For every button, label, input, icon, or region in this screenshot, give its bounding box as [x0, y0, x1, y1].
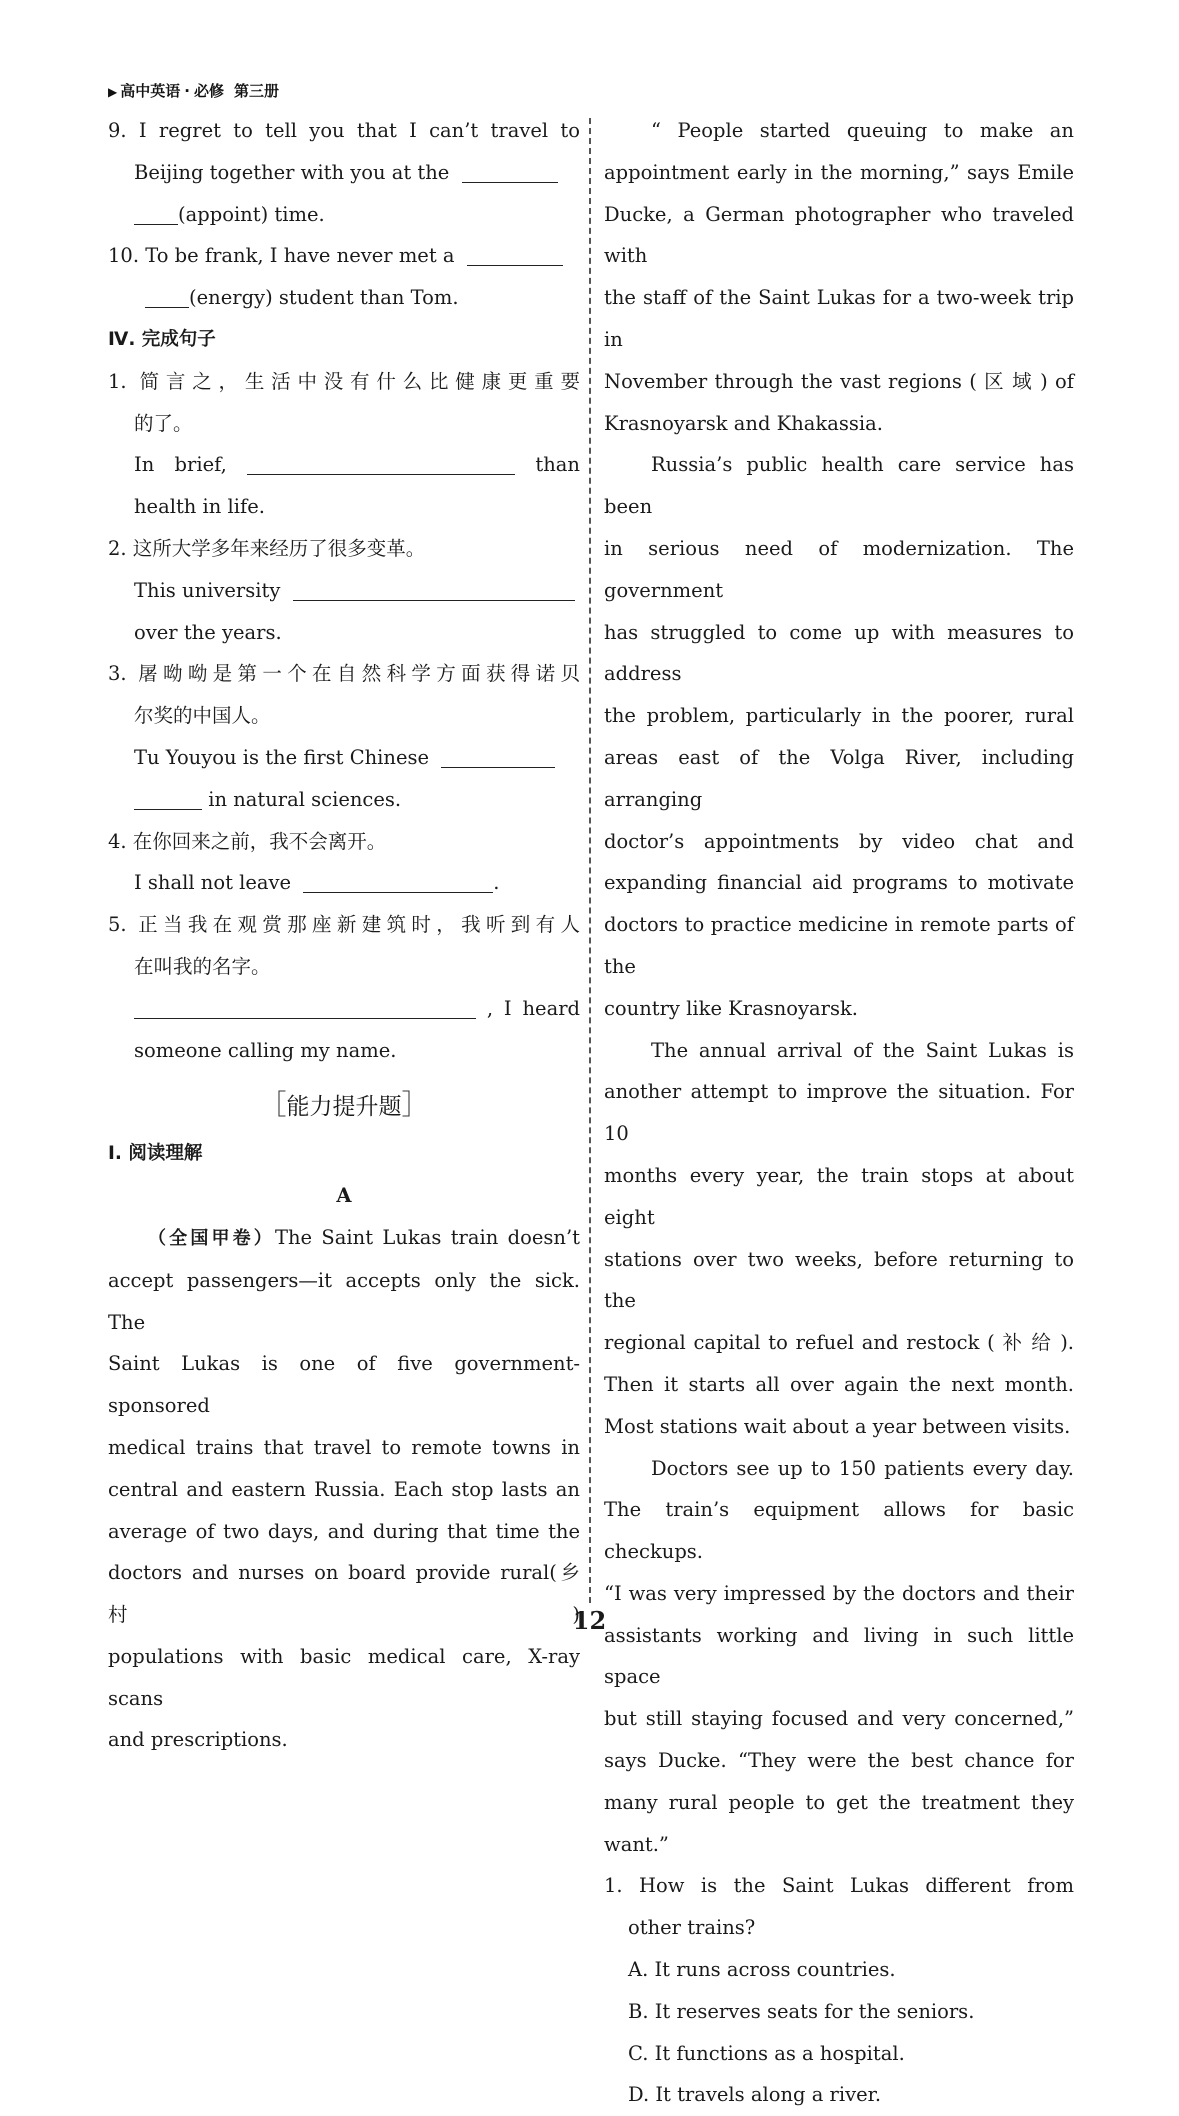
chinese-sentence: 5. 正当我在观赏那座新建筑时，我听到有人	[108, 913, 580, 937]
frame-text: in natural sciences.	[208, 787, 402, 811]
passage-line: regional capital to refuel and restock ( 补 给 ).	[604, 1331, 1074, 1355]
english-frame: health in life.	[134, 495, 265, 519]
running-header	[108, 80, 279, 101]
passage-line: Krasnoyarsk and Khakassia.	[604, 411, 883, 435]
option-b[interactable]: B. It reserves seats for the seniors.	[628, 1999, 975, 2023]
english-frame	[108, 444, 580, 486]
passage-line: average of two days, and during that time the	[108, 1519, 580, 1543]
passage-line: accept passengers—it accepts only the sick. The	[108, 1268, 580, 1334]
passage-paragraph-5	[604, 1448, 1074, 1866]
english-frame: over the years.	[134, 620, 282, 644]
bracket-left: ［	[258, 1088, 287, 1122]
ability-heading	[108, 1071, 580, 1133]
passage-line: and prescriptions.	[108, 1728, 288, 1752]
page-number: 12	[572, 1606, 607, 1635]
translate-item-1	[108, 361, 580, 528]
passage-line: the staff of the Saint Lukas for a two-week trip in	[604, 286, 1074, 351]
passage-text: The Saint Lukas train doesn’t	[274, 1225, 580, 1249]
passage-line: months every year, the train stops at about eight	[604, 1163, 1074, 1229]
english-frame: someone calling my name.	[134, 1038, 397, 1062]
reading-section-title: Ⅰ. 阅读理解	[108, 1143, 203, 1165]
header-dot: ·	[184, 82, 190, 100]
english-frame	[108, 862, 580, 904]
frame-text: This university	[134, 578, 281, 602]
item-text: 10. To be frank, I have never met a	[108, 244, 455, 268]
right-column	[604, 110, 1074, 2116]
passage-label: A	[336, 1184, 352, 1208]
chinese-sentence: 1. 简言之，生活中没有什么比健康更重要	[108, 369, 580, 393]
option-c[interactable]: C. It functions as a hospital.	[628, 2041, 905, 2065]
passage-line: country like Krasnoyarsk.	[604, 996, 858, 1020]
passage-line: The train’s equipment allows for basic checkups.	[604, 1498, 1074, 1564]
passage-paragraph-4	[604, 1030, 1074, 1448]
chinese-sentence: 尔奖的中国人。	[134, 704, 271, 728]
chinese-sentence: 2. 这所大学多年来经历了很多变革。	[108, 536, 426, 560]
passage-line: assistants working and living in such little space	[604, 1623, 1074, 1689]
chinese-sentence: 3. 屠呦呦是第一个在自然科学方面获得诺贝	[108, 662, 580, 686]
item-line: 9. I regret to tell you that I can’t travel to	[108, 119, 580, 142]
translate-item-5	[108, 904, 580, 1071]
passage-line: Then it starts all over again the next month.	[604, 1372, 1074, 1396]
frame-text: than	[535, 453, 580, 477]
frame-text: Tu Youyou is the first Chinese	[134, 745, 430, 769]
passage-line: Most stations wait about a year between visits.	[604, 1414, 1071, 1438]
passage-line: expanding financial aid programs to motivate	[604, 871, 1074, 895]
answer-blank[interactable]	[247, 446, 515, 475]
answer-blank[interactable]	[303, 864, 493, 893]
translate-item-4	[108, 821, 580, 905]
frame-text: , I heard	[486, 996, 580, 1020]
chinese-sentence: 在叫我的名字。	[134, 954, 271, 978]
passage-line: doctors and nurses on board provide rural(乡村)	[108, 1561, 580, 1627]
passage-line	[108, 1217, 580, 1260]
answer-blank[interactable]	[134, 781, 202, 810]
passage-line: in serious need of modernization. The government	[604, 536, 1074, 602]
fill-item-10	[108, 235, 580, 319]
column-divider	[589, 118, 591, 1603]
section-title: Ⅳ. 完成句子	[108, 328, 216, 350]
passage-line: but still staying focused and very concerned,”	[604, 1707, 1074, 1731]
item-text: (energy) student than Tom.	[189, 286, 459, 310]
answer-blank[interactable]	[134, 196, 178, 225]
passage-line: want.”	[604, 1832, 669, 1856]
passage-line: the problem, particularly in the poorer, rural	[604, 704, 1074, 728]
passage-line: has struggled to come up with measures to address	[604, 620, 1074, 686]
item-line	[108, 152, 580, 194]
passage-line: another attempt to improve the situation. For 10	[604, 1080, 1074, 1146]
passage-line: The annual arrival of the Saint Lukas is	[651, 1038, 1074, 1062]
answer-blank[interactable]	[467, 237, 563, 266]
passage-line: populations with basic medical care, X-ray scans	[108, 1644, 580, 1710]
passage-line: Doctors see up to 150 patients every day.	[651, 1456, 1074, 1480]
item-text: (appoint) time.	[178, 202, 325, 226]
passage-line: stations over two weeks, before returning to the	[604, 1247, 1074, 1313]
passage-line: “ People started queuing to make an	[651, 119, 1074, 142]
fill-item-9	[108, 110, 580, 235]
volume-name: 第三册	[233, 82, 279, 100]
answer-blank[interactable]	[145, 279, 189, 308]
answer-blank[interactable]	[134, 990, 476, 1019]
answer-blank[interactable]	[462, 154, 558, 183]
question-stem: 1. How is the Saint Lukas different from	[604, 1874, 1074, 1898]
passage-opening	[108, 1217, 580, 1761]
frame-text: .	[493, 871, 500, 895]
english-frame	[108, 570, 580, 612]
item-text: Beijing together with you at the	[134, 160, 450, 184]
passage-line: Russia’s public health care service has been	[604, 453, 1074, 519]
passage-line: November through the vast regions ( 区 域 ) of	[604, 369, 1074, 393]
item-line	[108, 194, 580, 236]
passage-line: Ducke, a German photographer who traveled with	[604, 202, 1074, 268]
option-d[interactable]: D. It travels along a river.	[628, 2083, 882, 2107]
passage-paragraph-3	[604, 444, 1074, 1029]
passage-line: Saint Lukas is one of five government-sponsored	[108, 1352, 580, 1418]
translate-item-3	[108, 653, 580, 820]
english-frame	[108, 988, 580, 1030]
passage-line: “I was very impressed by the doctors and their	[604, 1581, 1074, 1605]
passage-line: doctors to practice medicine in remote parts of the	[604, 913, 1074, 978]
passage-line: many rural people to get the treatment they	[604, 1790, 1074, 1814]
answer-blank[interactable]	[293, 572, 575, 601]
chinese-sentence: 4. 在你回来之前，我不会离开。	[108, 829, 387, 853]
bracket-right: ］	[401, 1088, 430, 1122]
item-line	[108, 277, 580, 319]
answer-blank[interactable]	[441, 739, 555, 768]
course-name: 高中英语	[120, 82, 181, 100]
translate-item-2	[108, 528, 580, 653]
passage-line: medical trains that travel to remote towns in	[108, 1435, 580, 1459]
left-column	[108, 110, 580, 1761]
passage-line: central and eastern Russia. Each stop lasts an	[108, 1477, 580, 1501]
item-line	[108, 235, 580, 277]
ability-title: 能力提升题	[286, 1094, 402, 1121]
passage-line: appointment early in the morning,” says Emile	[604, 160, 1074, 184]
passage-line: says Ducke. “They were the best chance for	[604, 1749, 1074, 1773]
passage-line: doctor’s appointments by video chat and	[604, 829, 1074, 853]
frame-text: I shall not leave	[134, 871, 292, 895]
frame-text: In brief,	[134, 453, 227, 477]
option-a[interactable]: A. It runs across countries.	[628, 1958, 896, 1982]
english-frame	[108, 737, 580, 779]
passage-line: areas east of the Volga River, including arranging	[604, 745, 1074, 811]
question-1	[604, 1865, 1074, 2116]
arrow-icon: ▶	[108, 85, 118, 99]
book-name: 必修	[193, 82, 224, 100]
chinese-sentence: 的了。	[134, 411, 193, 435]
question-stem: other trains?	[628, 1916, 756, 1940]
english-frame	[108, 779, 580, 821]
passage-paragraph-2	[604, 110, 1074, 444]
source-tag: （全国甲卷）	[148, 1227, 275, 1249]
